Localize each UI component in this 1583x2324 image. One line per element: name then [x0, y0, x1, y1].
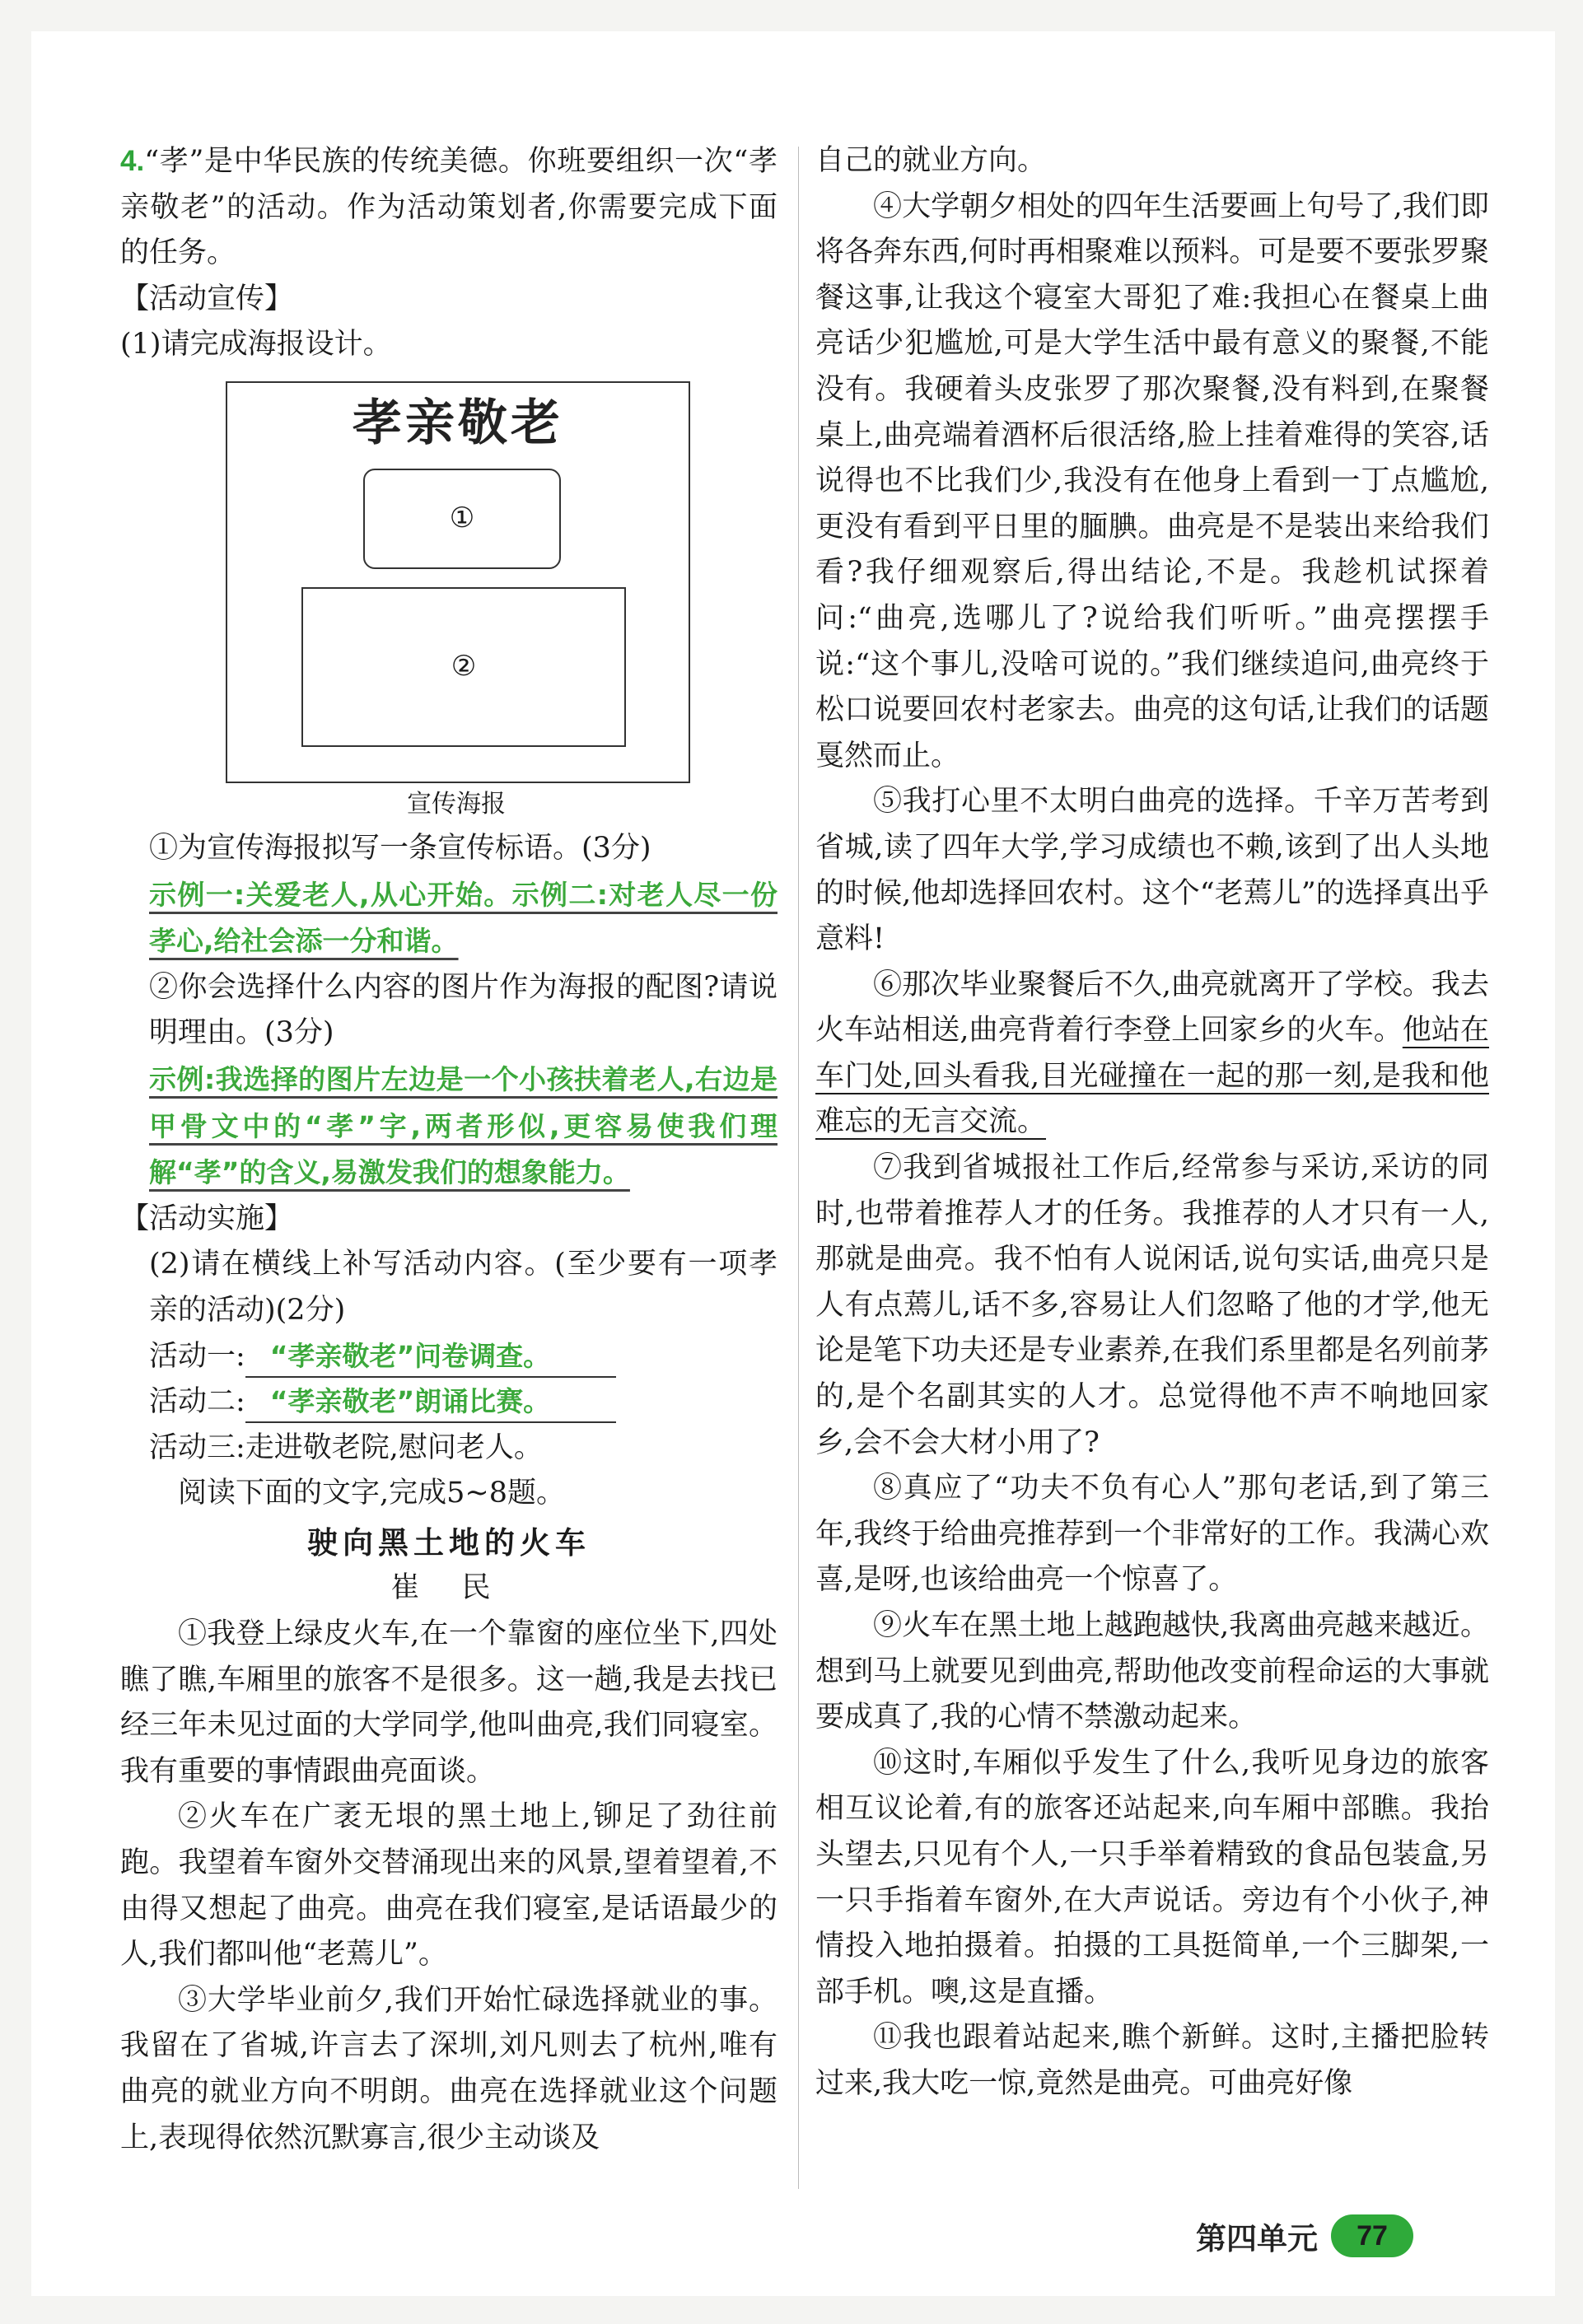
paragraph-10: ⑩这时,车厢似乎发生了什么,我听见身边的旅客相互议论着,有的旅客还站起来,向车厢中部瞧。我抬头望去,只见有个人,一只手举着精致的食品包装盒,另一只手指着车窗外,在大声说话。旁边有个小伙子,神情投入地拍摄着。拍摄的工具挺简单,一个三脚架,一部手机。噢,这是直播。 — [815, 1746, 1489, 2009]
task-2: (2)请在横线上补写活动内容。(至少要有一项孝亲的活动)(2分) — [149, 1248, 777, 1327]
poster-slot-2: ② — [301, 587, 626, 747]
underlined-sentence: 他站在车门处,回头看我,目光碰撞在一起的那一刻,是我和他难忘的无言交流。 — [815, 1014, 1489, 1139]
poster-title: 孝亲敬老 — [353, 394, 563, 452]
paragraph-7: ⑦我到省城报社工作后,经常参与采访,采访的同时,也带着推荐人才的任务。我推荐的人才只有一人,那就是曲亮。我不怕有人说闲话,说句实话,曲亮只是人有点蔫儿,话不多,容易让人们忽略了他的才学,他无论是笔下功夫还是专业素养,在我们系里都是名列前茅的,是个名副其实的人才。总觉得他不声不响地回家乡,会不会大材小用了? — [815, 1151, 1489, 1459]
activity-2: 活动二: “孝亲敬老”朗诵比赛。 — [120, 1379, 777, 1426]
page-number-badge: 77 — [1331, 2214, 1413, 2257]
answer-1: 示例一:关爱老人,从心开始。示例二:对老人尽一份孝心,给社会添一分和谐。 — [149, 878, 777, 958]
article-title: 驶向黑土地的火车 — [307, 1524, 591, 1561]
poster-frame — [226, 381, 690, 783]
poster-caption: 宣传海报 — [407, 789, 506, 819]
left-column — [120, 138, 777, 2161]
paragraph-11: ⑪我也跟着站起来,瞧个新鲜。这时,主播把脸转过来,我大吃一惊,竟然是曲亮。可曲亮好像 — [815, 2021, 1489, 2100]
answer-2: 示例:我选择的图片左边是一个小孩扶着老人,右边是甲骨文中的“孝”字,两者形似,更容易使我们理解“孝”的含义,易激发我们的想象能力。 — [149, 1062, 777, 1189]
question-number: 4. — [120, 145, 145, 177]
paragraph-3-continued: 自己的就业方向。 — [815, 144, 1047, 177]
column-divider — [798, 147, 799, 2189]
paragraph-2: ②火车在广袤无垠的黑土地上,铆足了劲往前跑。我望着车窗外交替涌现出来的风景,望着望着,不由得又想起了曲亮。曲亮在我们寝室,是话语最少的人,我们都叫他“老蔫儿”。 — [120, 1800, 777, 1972]
poster-slot-1: ① — [363, 469, 561, 569]
paragraph-1: ①我登上绿皮火车,在一个靠窗的座位坐下,四处瞧了瞧,车厢里的旅客不是很多。这一趟,我是去找已经三年未见过面的大学同学,他叫曲亮,我们同寝室。我有重要的事情跟曲亮面谈。 — [120, 1617, 777, 1788]
paragraph-4: ④大学朝夕相处的四年生活要画上句号了,我们即将各奔东西,何时再相聚难以预料。可是要不要张罗聚餐这事,让我这个寝室大哥犯了难:我担心在餐桌上曲亮话少犯尴尬,可是大学生活中最有意义的聚餐,不能没有。我硬着头皮张罗了那次聚餐,没有料到,在聚餐桌上,曲亮端着酒杯后很活络,脸上挂着难得的笑容,话说得也不比我们少,我没有在他身上看到一丁点尴尬,更没有看到平日里的腼腆。曲亮是不是装出来给我们看?我仔细观察后,得出结论,不是。我趁机试探着问:“曲亮,选哪儿了?说给我们听听。”曲亮摆摆手说:“这个事儿,没啥可说的。”我们继续追问,曲亮终于松口说要回农村老家去。曲亮的这句话,让我们的话题戛然而止。 — [815, 189, 1489, 772]
paragraph-3: ③大学毕业前夕,我们开始忙碌选择就业的事。我留在了省城,许言去了深圳,刘凡则去了杭州,唯有曲亮的就业方向不明朗。曲亮在选择就业这个问题上,表现得依然沉默寡言,很少主动谈及 — [120, 1983, 777, 2154]
question-1: ①为宣传海报拟写一条宣传标语。(3分) — [149, 831, 651, 865]
section-heading-promotion: 【活动宣传】 — [120, 282, 294, 315]
section-heading-implementation: 【活动实施】 — [120, 1202, 294, 1235]
page-footer — [1196, 2214, 1413, 2258]
task-1: (1)请完成海报设计。 — [120, 328, 392, 362]
paragraph-5: ⑤我打心里不太明白曲亮的选择。千辛万苦考到省城,读了四年大学,学习成绩也不赖,该到了出人头地的时候,他却选择回农村。这个“老蔫儿”的选择真出乎意料! — [815, 785, 1489, 956]
paragraph-8: ⑧真应了“功夫不负有心人”那句老话,到了第三年,我终于给曲亮推荐到一个非常好的工作。我满心欢喜,是呀,也该给曲亮一个惊喜了。 — [815, 1472, 1489, 1597]
activity-1-answer: “孝亲敬老”问卷调查。 — [245, 1337, 616, 1378]
activity-1: 活动一: “孝亲敬老”问卷调查。 — [120, 1334, 777, 1380]
page — [31, 31, 1555, 2296]
paragraph-9: ⑨火车在黑土地上越跑越快,我离曲亮越来越近。想到马上就要见到曲亮,帮助他改变前程命运的大事就要成真了,我的心情不禁激动起来。 — [815, 1609, 1489, 1734]
activity-2-answer: “孝亲敬老”朗诵比赛。 — [245, 1382, 616, 1423]
article-author: 崔 民 — [390, 1571, 507, 1605]
activity-3: 活动三:走进敬老院,慰问老人。 — [149, 1430, 543, 1464]
reading-instruction: 阅读下面的文字,完成5~8题。 — [178, 1477, 565, 1510]
unit-label: 第四单元 — [1196, 2221, 1318, 2256]
question-4-intro: 4.“孝”是中华民族的传统美德。你班要组织一次“孝亲敬老”的活动。作为活动策划者,你需要完成下面的任务。 — [120, 145, 777, 270]
right-column — [815, 138, 1489, 2107]
paragraph-6: ⑥那次毕业聚餐后不久,曲亮就离开了学校。我去火车站相送,曲亮背着行李登上回家乡的火车。他站在车门处,回头看我,目光碰撞在一起的那一刻,是我和他难忘的无言交流。 — [815, 968, 1489, 1139]
question-2: ②你会选择什么内容的图片作为海报的配图?请说明理由。(3分) — [149, 970, 777, 1050]
